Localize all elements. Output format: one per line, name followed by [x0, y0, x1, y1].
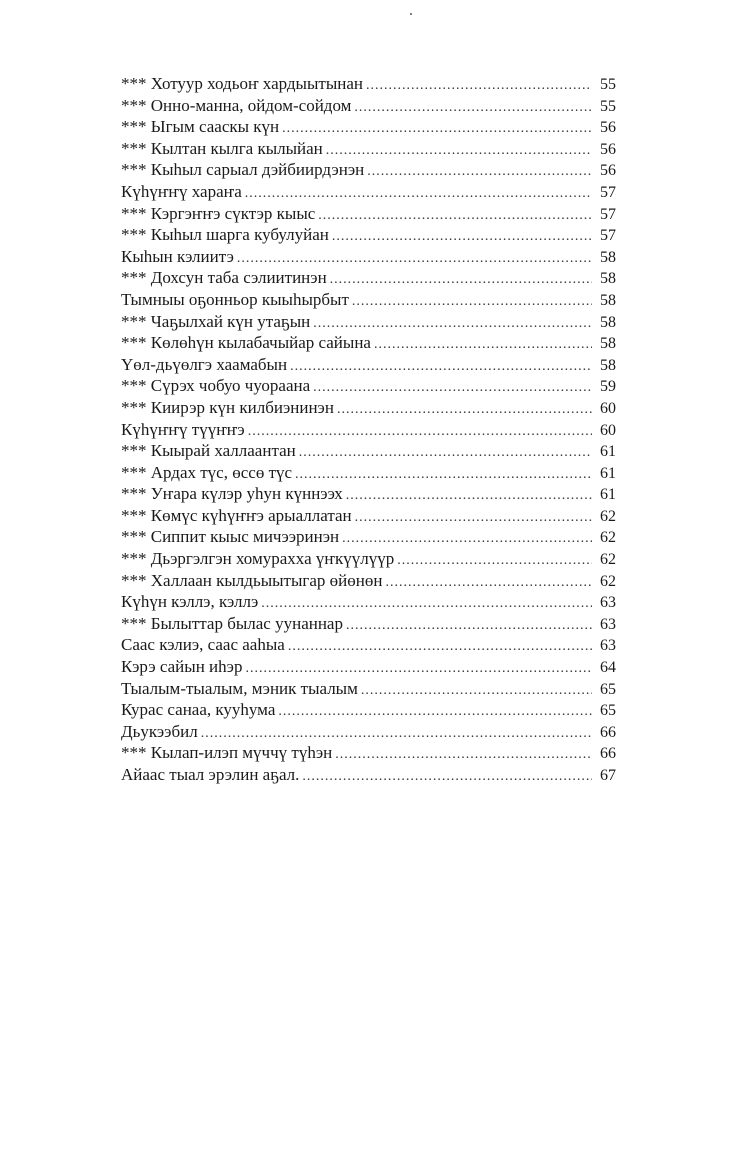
dot-leader: [299, 442, 592, 464]
toc-entry-title: *** Сүрэх чобуо чуораана: [121, 376, 311, 396]
toc-entry: [121, 656, 616, 678]
toc-entry: [121, 159, 616, 181]
toc-entry: [121, 116, 616, 138]
toc-entry-page-number: 58: [600, 313, 616, 331]
toc-entry-page-number: 65: [600, 680, 616, 698]
dot-leader: [313, 377, 592, 399]
dot-leader: [337, 399, 592, 421]
toc-entry-title: *** Уҥара күлэр уһун күннээх: [121, 484, 343, 504]
toc-entry: [121, 224, 616, 246]
dot-leader: [352, 291, 592, 313]
toc-entry: [121, 289, 616, 311]
toc-entry: [121, 181, 616, 203]
toc-entry: [121, 591, 616, 613]
toc-entry-title: *** Кыырай халлаантан: [121, 441, 296, 461]
dot-leader: [326, 140, 592, 162]
toc-entry-page-number: 58: [600, 335, 616, 353]
toc-entry: [121, 203, 616, 225]
dot-leader: [290, 356, 592, 378]
dot-leader: [313, 313, 592, 335]
dot-leader: [278, 701, 592, 723]
toc-entry: [121, 354, 616, 376]
toc-entry-page-number: 61: [600, 486, 616, 504]
toc-entry-title: *** Кыһыл сарыал дэйбиирдэнэн: [121, 160, 365, 180]
toc-entry-page-number: 63: [600, 594, 616, 612]
dot-leader: [354, 97, 592, 119]
dot-leader: [397, 550, 592, 572]
toc-entry-title: Саас кэлиэ, саас ааһыа: [121, 635, 285, 655]
toc-entry-page-number: 55: [600, 97, 616, 115]
toc-entry: [121, 742, 616, 764]
toc-entry: [121, 613, 616, 635]
dot-leader: [282, 118, 592, 140]
toc-entry-page-number: 57: [600, 183, 616, 201]
toc-entry-title: Тыалым-тыалым, мэник тыалым: [121, 678, 358, 698]
dot-leader: [361, 680, 592, 702]
toc-entry-page-number: 67: [600, 767, 616, 784]
dot-leader: [335, 744, 592, 766]
toc-entry: [121, 483, 616, 505]
toc-entry: [121, 138, 616, 160]
toc-entry-title: Күһүҥҥү хараҥа: [121, 181, 242, 201]
toc-entry-title: *** Чаҕылхай күн утаҕын: [121, 311, 311, 331]
toc-entry-page-number: 62: [600, 551, 616, 569]
dot-leader: [346, 615, 592, 637]
toc-entry: [121, 440, 616, 462]
toc-entry-page-number: 60: [600, 399, 616, 417]
toc-entry-title: *** Көлөһүн кылабачыйар сайына: [121, 333, 371, 353]
toc-entry-page-number: 56: [600, 162, 616, 180]
dot-leader: [295, 464, 592, 486]
dot-leader: [248, 421, 592, 443]
toc-entry: [121, 548, 616, 570]
toc-entry: [121, 375, 616, 397]
toc-entry-title: *** Былыттар былас уунаннар: [121, 613, 343, 633]
print-speck: [410, 13, 412, 15]
toc-entry-title: *** Сиппит кыыс мичээринэн: [121, 527, 340, 547]
toc-entry: [121, 678, 616, 700]
table-of-contents: [121, 73, 616, 786]
toc-entry: [121, 526, 616, 548]
toc-entry-title: *** Кылап-илэп мүччү түһэн: [121, 743, 333, 763]
dot-leader: [288, 636, 592, 658]
toc-entry: [121, 73, 616, 95]
toc-entry-page-number: 62: [600, 529, 616, 547]
toc-entry-page-number: 56: [600, 119, 616, 137]
toc-entry: [121, 721, 616, 743]
dot-leader: [245, 183, 592, 205]
dot-leader: [385, 572, 592, 594]
toc-entry: [121, 419, 616, 441]
toc-entry: [121, 95, 616, 117]
dot-leader: [366, 75, 592, 97]
toc-entry-title: *** Ардах түс, өссө түс: [121, 462, 293, 482]
toc-entry-page-number: 55: [600, 76, 616, 93]
dot-leader: [330, 269, 592, 291]
toc-entry-page-number: 57: [600, 205, 616, 223]
dot-leader: [367, 161, 592, 183]
dot-leader: [201, 723, 592, 745]
toc-entry-page-number: 65: [600, 702, 616, 720]
toc-entry-title: Айаас тыал эрэлин аҕал.: [121, 765, 300, 784]
toc-entry-title: Күһүҥҥү түүҥҥэ: [121, 419, 245, 439]
toc-entry-page-number: 58: [600, 248, 616, 266]
dot-leader: [318, 205, 592, 227]
toc-entry-page-number: 60: [600, 421, 616, 439]
toc-entry-title: *** Дохсун таба сэлиитинэн: [121, 268, 327, 288]
toc-entry: [121, 246, 616, 268]
toc-entry: [121, 634, 616, 656]
toc-entry: [121, 764, 616, 786]
toc-entry-page-number: 56: [600, 140, 616, 158]
toc-entry-page-number: 58: [600, 356, 616, 374]
toc-entry-title: Үөл-дьүөлгэ хаамабын: [121, 354, 288, 374]
dot-leader: [332, 226, 592, 248]
toc-entry-title: *** Кылтан кылга кылыйан: [121, 138, 323, 158]
toc-entry-page-number: 58: [600, 291, 616, 309]
toc-entry: [121, 332, 616, 354]
toc-entry-page-number: 61: [600, 443, 616, 461]
toc-entry-page-number: 62: [600, 572, 616, 590]
toc-entry: [121, 397, 616, 419]
dot-leader: [261, 593, 592, 615]
dot-leader: [302, 766, 592, 788]
toc-entry: [121, 462, 616, 484]
toc-entry-page-number: 64: [600, 659, 616, 677]
toc-entry-title: *** Ыгым сааскы күн: [121, 117, 280, 137]
dot-leader: [245, 658, 592, 680]
toc-entry-title: *** Көмүс күһүҥҥэ арыаллатан: [121, 505, 352, 525]
toc-entry-title: *** Кыһыл шарга кубулуйан: [121, 225, 329, 245]
toc-entry: [121, 311, 616, 333]
toc-entry: [121, 505, 616, 527]
dot-leader: [355, 507, 592, 529]
toc-entry-page-number: 61: [600, 464, 616, 482]
toc-entry-page-number: 63: [600, 615, 616, 633]
dot-leader: [346, 485, 592, 507]
toc-entry-title: Кэрэ сайын иһэр: [121, 657, 243, 677]
toc-entry-title: Тымныы оҕонньор кыыһырбыт: [121, 289, 349, 309]
toc-entry-page-number: 63: [600, 637, 616, 655]
toc-entry-title: *** Онно-манна, ойдом-сойдом: [121, 95, 352, 115]
toc-entry-page-number: 62: [600, 507, 616, 525]
toc-entry-page-number: 57: [600, 227, 616, 245]
toc-entry-page-number: 59: [600, 378, 616, 396]
toc-entry-page-number: 66: [600, 745, 616, 763]
toc-entry-title: Кыһын кэлиитэ: [121, 246, 234, 266]
toc-entry-page-number: 66: [600, 723, 616, 741]
toc-entry-title: *** Кэргэҥҥэ сүктэр кыыс: [121, 203, 316, 223]
toc-entry-title: *** Киирэр күн килбиэнинэн: [121, 397, 334, 417]
toc-entry-title: *** Хотуур ходьоҥ хардыытынан: [121, 74, 363, 93]
toc-entry-title: *** Халлаан кылдьыытыгар өйөнөн: [121, 570, 383, 590]
toc-entry: [121, 267, 616, 289]
toc-entry-title: Күһүн кэллэ, кэллэ: [121, 592, 259, 612]
dot-leader: [374, 334, 592, 356]
toc-entry-title: *** Дьэргэлгэн хомурахха үҥкүүлүүр: [121, 549, 395, 569]
toc-entry-title: Дьукээбил: [121, 721, 198, 741]
toc-entry-page-number: 58: [600, 270, 616, 288]
toc-entry: [121, 699, 616, 721]
toc-entry: [121, 570, 616, 592]
toc-entry-title: Курас санаа, кууһума: [121, 700, 276, 720]
dot-leader: [237, 248, 592, 270]
dot-leader: [342, 528, 592, 550]
